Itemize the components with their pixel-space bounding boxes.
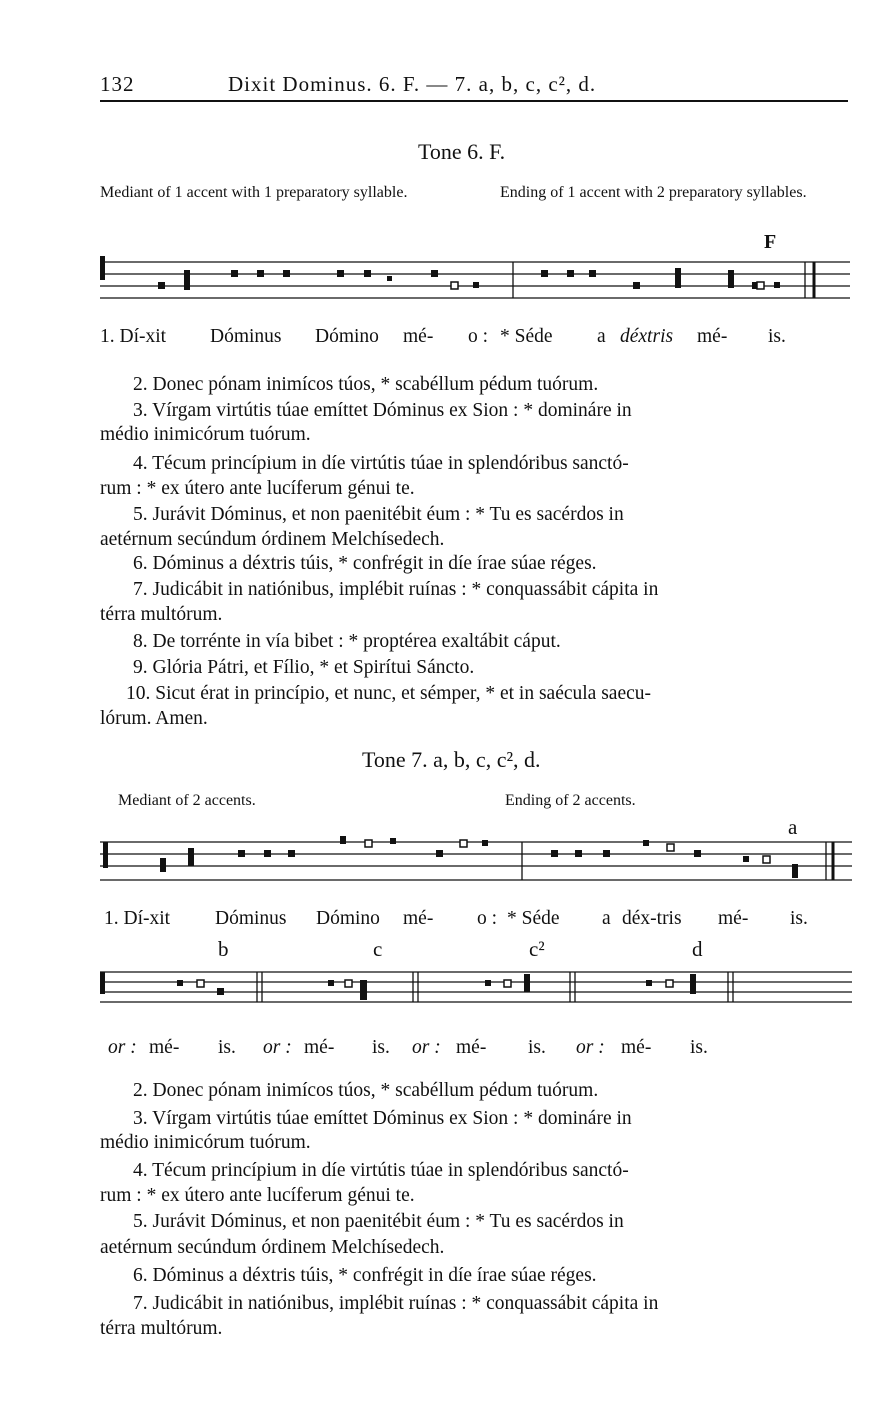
tone6-underlay-9: mé- xyxy=(697,326,728,347)
tone6-underlay-4: mé- xyxy=(403,326,434,347)
page-number: 132 xyxy=(100,72,135,96)
tone7-verse-line: 6. Dóminus a déxtris túis, * confrégit in díe írae súae réges. xyxy=(133,1265,597,1286)
tone6-verse-line: 10. Sicut érat in princípio, et nunc, et sémper, * et in saécula saecu- xyxy=(126,683,651,704)
alt-me-4: mé- xyxy=(621,1037,652,1058)
tone6-ending-letter: F xyxy=(764,231,777,253)
tone7-underlay-8: déx-tris xyxy=(622,908,682,929)
running-title: Dixit Dominus. 6. F. — 7. a, b, c, c², d. xyxy=(228,72,597,96)
tone7-title: Tone 7. a, b, c, c², d. xyxy=(362,747,541,772)
tone7-verse-line: 5. Jurávit Dóminus, et non paenitébit éum : * Tu es sacérdos in xyxy=(133,1211,624,1232)
tone6-underlay-8: déxtris xyxy=(620,326,674,347)
tone6-underlay-2: Dóminus xyxy=(210,326,282,347)
tone6-verse-line: rum : * ex útero ante lucíferum génui te. xyxy=(100,478,415,499)
tone6-verse-line: térra multórum. xyxy=(100,604,223,625)
tone6-verse-line: 5. Jurávit Dóminus, et non paenitébit éum : * Tu es sacérdos in xyxy=(133,504,624,525)
alt-or-3: or : xyxy=(412,1037,441,1058)
tone7-underlay-2: Dóminus xyxy=(215,908,287,929)
tone7-underlay-10: is. xyxy=(790,908,808,929)
tone6-underlay-7: a xyxy=(597,326,606,347)
tone6-underlay-1: 1. Dí-xit xyxy=(100,326,167,347)
tone7-verse-line: médio inimicórum tuórum. xyxy=(100,1132,311,1153)
alt-is-3: is. xyxy=(528,1037,546,1058)
alt-letter-b: b xyxy=(218,937,229,961)
tone7-verse-line: 4. Técum princípium in díe virtútis túae in splendóribus sanctó- xyxy=(133,1160,629,1181)
tone7-alt-staff xyxy=(100,966,852,1010)
header-rule xyxy=(100,100,848,102)
tone6-ending-note: Ending of 1 accent with 2 preparatory syllables. xyxy=(500,184,807,201)
tone7-underlay-1: 1. Dí-xit xyxy=(104,908,171,929)
tone6-underlay-6: * Séde xyxy=(500,326,553,347)
tone7-verse-line: rum : * ex útero ante lucíferum génui te. xyxy=(100,1185,415,1206)
tone6-staff xyxy=(100,256,850,306)
alt-is-1: is. xyxy=(218,1037,236,1058)
alt-letter-d: d xyxy=(692,937,703,961)
tone6-verse-line: aetérnum secúndum órdinem Melchísedech. xyxy=(100,529,445,550)
alt-or-1: or : xyxy=(108,1037,137,1058)
tone7-verse-line: térra multórum. xyxy=(100,1318,223,1339)
tone7-underlay-7: a xyxy=(602,908,611,929)
alt-or-2: or : xyxy=(263,1037,292,1058)
tone7-staff xyxy=(100,836,852,888)
alt-letter-c2: c² xyxy=(529,937,545,961)
tone6-verse-line: médio inimicórum tuórum. xyxy=(100,424,311,445)
alt-me-1: mé- xyxy=(149,1037,180,1058)
tone7-underlay-6: * Séde xyxy=(507,908,560,929)
tone7-verse-line: aetérnum secúndum órdinem Melchísedech. xyxy=(100,1237,445,1258)
tone6-verse-line: 4. Técum princípium in díe virtútis túae in splendóribus sanctó- xyxy=(133,453,629,474)
tone6-underlay-10: is. xyxy=(768,326,786,347)
alt-letter-c: c xyxy=(373,937,383,961)
tone6-verse-line: 2. Donec pónam inimícos túos, * scabéllum pédum tuórum. xyxy=(133,374,599,395)
tone7-ending-note: Ending of 2 accents. xyxy=(505,792,636,809)
tone7-underlay-4: mé- xyxy=(403,908,434,929)
tone6-underlay-3: Dómino xyxy=(315,326,379,347)
alt-is-2: is. xyxy=(372,1037,390,1058)
alt-or-4: or : xyxy=(576,1037,605,1058)
tone6-verse-line: 6. Dóminus a déxtris túis, * confrégit in díe írae súae réges. xyxy=(133,553,597,574)
alt-is-4: is. xyxy=(690,1037,708,1058)
tone6-mediant-note: Mediant of 1 accent with 1 preparatory syllable. xyxy=(100,184,408,201)
alt-me-3: mé- xyxy=(456,1037,487,1058)
tone7-mediant-note: Mediant of 2 accents. xyxy=(118,792,256,809)
tone7-verse-line: 2. Donec pónam inimícos túos, * scabéllum pédum tuórum. xyxy=(133,1080,599,1101)
tone6-verse-line: 3. Vírgam virtútis túae emíttet Dóminus ex Sion : * domináre in xyxy=(133,400,632,421)
tone6-verse-line: 9. Glória Pátri, et Fílio, * et Spirítui Sáncto. xyxy=(133,657,475,678)
tone7-underlay-5: o : xyxy=(477,908,498,929)
tone6-underlay-5: o : xyxy=(468,326,489,347)
tone6-verse-line: 7. Judicábit in natiónibus, implébit ruínas : * conquassábit cápita in xyxy=(133,579,659,600)
tone6-verse-line: lórum. Amen. xyxy=(100,708,208,729)
tone6-verse-line: 8. De torrénte in vía bibet : * proptérea exaltábit cáput. xyxy=(133,631,561,652)
tone7-underlay-3: Dómino xyxy=(316,908,380,929)
tone6-title: Tone 6. F. xyxy=(418,139,506,164)
alt-me-2: mé- xyxy=(304,1037,335,1058)
tone7-underlay-9: mé- xyxy=(718,908,749,929)
tone7-ending-letter: a xyxy=(788,815,798,839)
tone7-verse-line: 7. Judicábit in natiónibus, implébit ruínas : * conquassábit cápita in xyxy=(133,1293,659,1314)
tone7-verse-line: 3. Vírgam virtútis túae emíttet Dóminus ex Sion : * domináre in xyxy=(133,1108,632,1129)
